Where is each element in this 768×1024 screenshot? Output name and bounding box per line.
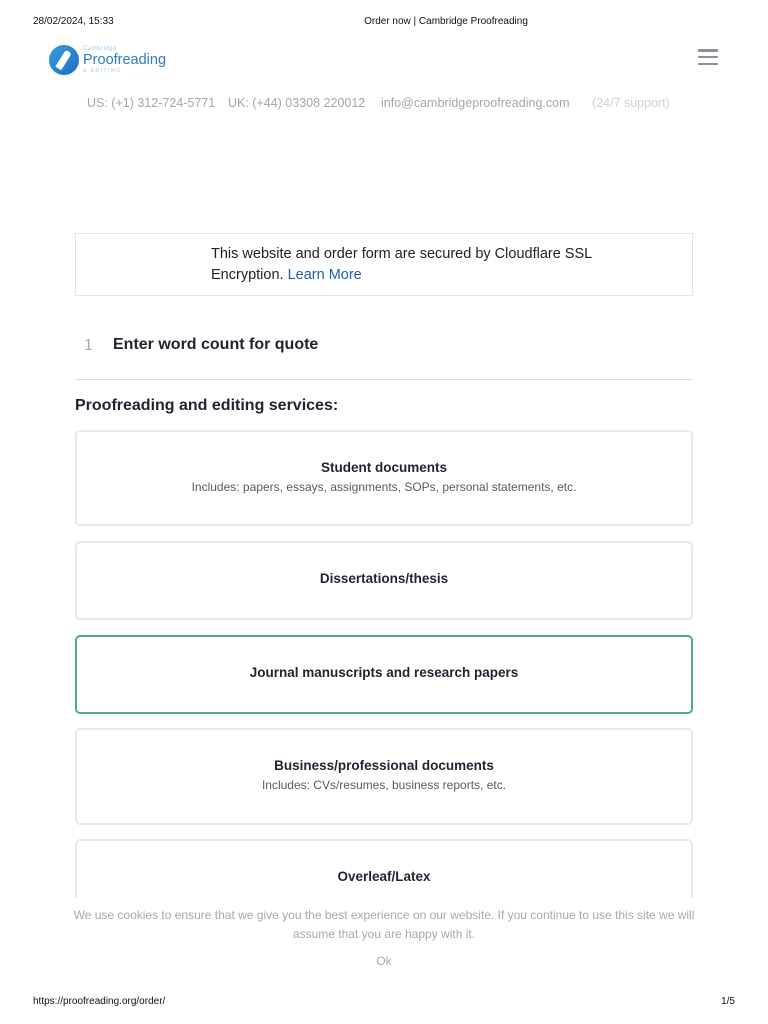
print-footer	[0, 996, 768, 1010]
cookie-banner	[0, 898, 768, 988]
logo-wordmark: Proofreading	[83, 51, 167, 68]
services-heading: Proofreading and editing services:	[75, 397, 339, 414]
menu-bar	[698, 49, 718, 52]
service-option-student-documents[interactable]	[75, 430, 693, 526]
step-title: Enter word count for quote	[113, 336, 319, 353]
service-subtitle: Includes: papers, essays, assignments, SOPs, personal statements, etc.	[191, 480, 577, 494]
quill-logo-icon	[49, 45, 79, 75]
cookie-ok-button[interactable]: Ok	[376, 954, 392, 968]
print-url: https://proofreading.org/order/	[33, 996, 166, 1007]
uk-phone-link[interactable]: UK: (+44) 03308 220012	[228, 96, 366, 110]
print-datetime: 28/02/2024, 15:33	[33, 16, 114, 27]
service-title: Business/professional documents	[274, 758, 494, 773]
service-title: Journal manuscripts and research papers	[249, 665, 519, 680]
step-header	[75, 335, 693, 380]
support-note: (24/7 support)	[592, 96, 670, 110]
ssl-notice	[75, 233, 693, 296]
ssl-notice-text	[211, 244, 631, 286]
menu-bar	[698, 56, 718, 59]
print-header	[0, 16, 768, 30]
learn-more-link[interactable]: Learn More	[287, 267, 362, 283]
site-header	[0, 40, 768, 80]
hamburger-menu-icon[interactable]	[698, 49, 718, 65]
contact-bar	[0, 96, 768, 114]
site-logo[interactable]	[49, 43, 189, 77]
logo-tagline: & EDITING	[83, 68, 122, 75]
service-title: Student documents	[320, 460, 447, 475]
menu-bar	[698, 63, 718, 66]
service-option-journal-manuscripts[interactable]	[75, 635, 693, 714]
cookie-text: We use cookies to ensure that we give you the best experience on our website. If you continue to use this site we will assume that you are happy with it.	[73, 908, 695, 941]
logo-small-text: Cambridge	[83, 45, 117, 52]
logo-text	[83, 46, 166, 75]
service-title: Overleaf/Latex	[337, 869, 431, 884]
service-title: Dissertations/thesis	[319, 571, 449, 586]
email-link[interactable]: info@cambridgeproofreading.com	[381, 96, 570, 110]
step-number: 1	[84, 337, 93, 354]
print-page-title: Order now | Cambridge Proofreading	[364, 16, 528, 27]
us-phone-link[interactable]: US: (+1) 312-724-5771	[87, 96, 216, 110]
service-subtitle: Includes: CVs/resumes, business reports, etc.	[261, 778, 507, 792]
service-option-dissertations[interactable]	[75, 541, 693, 620]
service-option-business-documents[interactable]	[75, 728, 693, 825]
print-page-number: 1/5	[721, 996, 735, 1007]
ssl-notice-message: This website and order form are secured by Cloudflare SSL Encryption.	[211, 246, 592, 283]
